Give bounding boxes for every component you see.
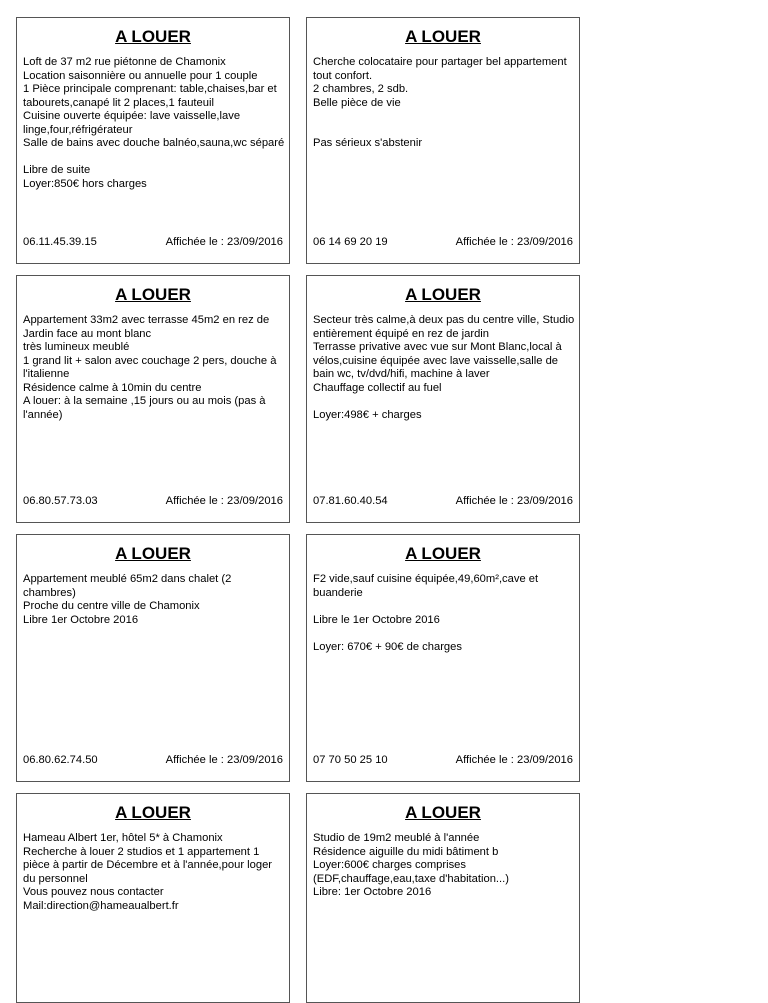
card-title: A LOUER [115, 27, 191, 46]
card-phone: 06.11.45.39.15 [23, 236, 97, 248]
card-phone: 06.80.57.73.03 [23, 495, 98, 507]
card-title: A LOUER [115, 803, 191, 822]
card-description: Hameau Albert 1er, hôtel 5* à Chamonix Recherche à louer 2 studios et 1 appartement 1 pièce à partir de Décembre et à l'année,pour loger du personnel Vous pouvez nous contacter Mail:direction@hameaualbert.fr [23, 832, 273, 912]
card-phone: 06 14 69 20 19 [313, 236, 388, 248]
listing-card [306, 793, 580, 1003]
card-title: A LOUER [405, 544, 481, 563]
card-description: Secteur très calme,à deux pas du centre ville, Studio entièrement équipé en rez de jardin Terrasse privative avec vue sur Mont Blanc,local à vélos,cuisine équipée avec lave vaisselle,salle de bain wc, tv/dvd/hifi, machine à laver Chauffage collectif au fuel Loyer:498€ + charges [313, 314, 575, 421]
card-title: A LOUER [405, 285, 481, 304]
card-description: Appartement 33m2 avec terrasse 45m2 en rez de Jardin face au mont blanc très lumineux meublé 1 grand lit + salon avec couchage 2 pers, douche à l'italienne Résidence calme à 10min du centre A louer: à la semaine ,15 jours ou au mois (pas à l'année) [23, 314, 277, 421]
listing-card [16, 793, 290, 1003]
card-title: A LOUER [405, 803, 481, 822]
card-description: Cherche colocataire pour partager bel appartement tout confort. 2 chambres, 2 sdb. Belle pièce de vie Pas sérieux s'abstenir [313, 56, 567, 149]
card-posted-date: Affichée le : 23/09/2016 [165, 754, 283, 766]
card-description: Loft de 37 m2 rue piétonne de Chamonix Location saisonnière ou annuelle pour 1 couple 1 Pièce principale comprenant: table,chaises,bar et tabourets,canapé lit 2 places,1 fauteuil Cuisine ouverte équipée: lave vaisselle,lave linge,four,réfrigérateur Salle de bains avec douche balnéo,sauna,wc séparé Libre de suite Loyer:850€ hors charges [23, 56, 285, 190]
card-title: A LOUER [405, 27, 481, 46]
listing-card [306, 17, 580, 264]
card-description: F2 vide,sauf cuisine équipée,49,60m²,cave et buanderie Libre le 1er Octobre 2016 Loyer: 670€ + 90€ de charges [313, 573, 539, 653]
card-posted-date: Affichée le : 23/09/2016 [165, 236, 283, 248]
listing-card [306, 534, 580, 782]
listing-card [16, 534, 290, 782]
listing-card [16, 17, 290, 264]
card-phone: 06.80.62.74.50 [23, 754, 98, 766]
listing-card [306, 275, 580, 523]
card-phone: 07 70 50 25 10 [313, 754, 388, 766]
card-posted-date: Affichée le : 23/09/2016 [165, 495, 283, 507]
card-posted-date: Affichée le : 23/09/2016 [455, 495, 573, 507]
card-posted-date: Affichée le : 23/09/2016 [455, 236, 573, 248]
listing-card [16, 275, 290, 523]
card-description: Appartement meublé 65m2 dans chalet (2 chambres) Proche du centre ville de Chamonix Libre 1er Octobre 2016 [23, 573, 232, 626]
card-posted-date: Affichée le : 23/09/2016 [455, 754, 573, 766]
card-title: A LOUER [115, 285, 191, 304]
card-title: A LOUER [115, 544, 191, 563]
card-description: Studio de 19m2 meublé à l'année Résidence aiguille du midi bâtiment b Loyer:600€ charges comprises (EDF,chauffage,eau,taxe d'habitation...) Libre: 1er Octobre 2016 [313, 832, 509, 898]
card-phone: 07.81.60.40.54 [313, 495, 388, 507]
